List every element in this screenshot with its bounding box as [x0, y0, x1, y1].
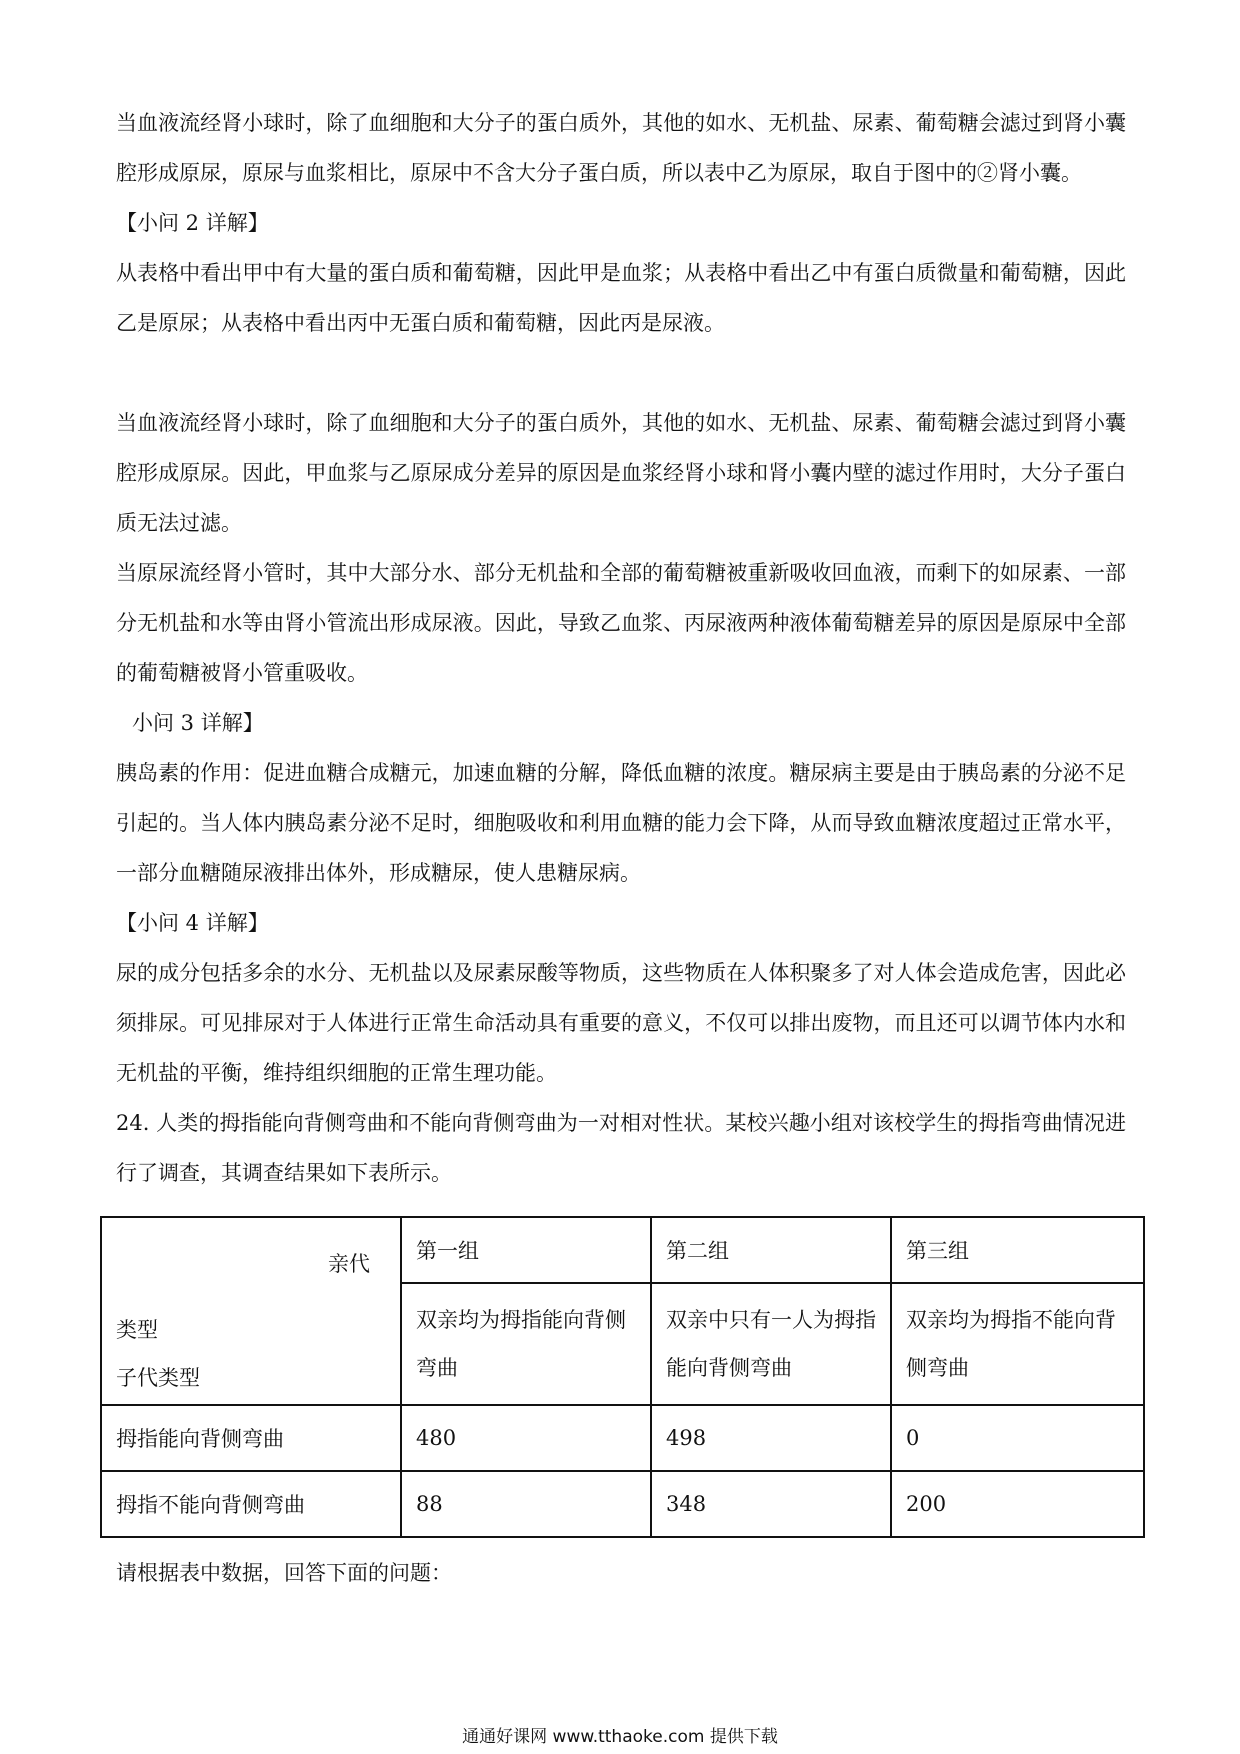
group-2-header: 第二组	[651, 1217, 891, 1283]
paragraph-4: 当原尿流经肾小管时，其中大部分水、部分无机盐和全部的葡萄糖被重新吸收回血液，而剩下的如尿素、一部分无机盐和水等由肾小管流出形成尿液。因此，导致乙血浆、丙尿液两种液体葡萄糖差异的原因是原尿中全部的葡萄糖被肾小管重吸收。	[116, 561, 1126, 685]
table-row	[101, 1471, 1144, 1537]
corner-parent-label: 亲代	[328, 1252, 370, 1276]
table-corner-cell	[101, 1217, 401, 1405]
group-2-description: 双亲中只有一人为拇指能向背侧弯曲	[651, 1283, 891, 1405]
table-header-row	[101, 1217, 1144, 1283]
corner-type-label: 类型	[116, 1318, 158, 1342]
heading-question-2: 【小问 2 详解】	[116, 211, 269, 235]
paragraph-5: 胰岛素的作用：促进血糖合成糖元，加速血糖的分解，降低血糖的浓度。糖尿病主要是由于胰岛素的分泌不足引起的。当人体内胰岛素分泌不足时，细胞吸收和利用血糖的能力会下降，从而导致血糖浓度超过正常水平，一部分血糖随尿液排出体外，形成糖尿，使人患糖尿病。	[116, 761, 1126, 885]
heading-question-3: 小问 3 详解】	[132, 711, 264, 735]
group-3-header: 第三组	[891, 1217, 1144, 1283]
group-1-description: 双亲均为拇指能向背侧弯曲	[401, 1283, 651, 1405]
survey-table	[100, 1216, 1145, 1538]
paragraph-2: 从表格中看出甲中有大量的蛋白质和葡萄糖，因此甲是血浆；从表格中看出乙中有蛋白质微量和葡萄糖，因此乙是原尿；从表格中看出丙中无蛋白质和葡萄糖，因此丙是尿液。	[116, 261, 1126, 335]
paragraph-1: 当血液流经肾小球时，除了血细胞和大分子的蛋白质外，其他的如水、无机盐、尿素、葡萄糖会滤过到肾小囊腔形成原尿，原尿与血浆相比，原尿中不含大分子蛋白质，所以表中乙为原尿，取自于图中的②肾小囊。	[116, 111, 1126, 185]
corner-child-label: 子代类型	[116, 1366, 200, 1390]
group-1-header: 第一组	[401, 1217, 651, 1283]
heading-question-4: 【小问 4 详解】	[116, 911, 269, 935]
blank-line	[116, 348, 1126, 398]
table-cell: 498	[651, 1405, 891, 1471]
table-cell: 348	[651, 1471, 891, 1537]
table-cell: 88	[401, 1471, 651, 1537]
row-label: 拇指能向背侧弯曲	[101, 1405, 401, 1471]
answer-content	[116, 98, 1126, 1198]
page-footer: 通通好课网 www.tthaoke.com 提供下载	[462, 1727, 778, 1747]
table-row	[101, 1405, 1144, 1471]
group-3-description: 双亲均为拇指不能向背侧弯曲	[891, 1283, 1144, 1405]
table-cell: 200	[891, 1471, 1144, 1537]
paragraph-6: 尿的成分包括多余的水分、无机盐以及尿素尿酸等物质，这些物质在人体积聚多了对人体会造成危害，因此必须排尿。可见排尿对于人体进行正常生命活动具有重要的意义，不仅可以排出废物，而且还可以调节体内水和无机盐的平衡，维持组织细胞的正常生理功能。	[116, 961, 1126, 1085]
question-24: 24. 人类的拇指能向背侧弯曲和不能向背侧弯曲为一对相对性状。某校兴趣小组对该校学生的拇指弯曲情况进行了调查，其调查结果如下表所示。	[116, 1111, 1126, 1185]
table-cell: 480	[401, 1405, 651, 1471]
table-cell: 0	[891, 1405, 1144, 1471]
instruction-text: 请根据表中数据，回答下面的问题：	[116, 1561, 452, 1585]
row-label: 拇指不能向背侧弯曲	[101, 1471, 401, 1537]
paragraph-3: 当血液流经肾小球时，除了血细胞和大分子的蛋白质外，其他的如水、无机盐、尿素、葡萄糖会滤过到肾小囊腔形成原尿。因此，甲血浆与乙原尿成分差异的原因是血浆经肾小球和肾小囊内壁的滤过作用时，大分子蛋白质无法过滤。	[116, 411, 1126, 535]
